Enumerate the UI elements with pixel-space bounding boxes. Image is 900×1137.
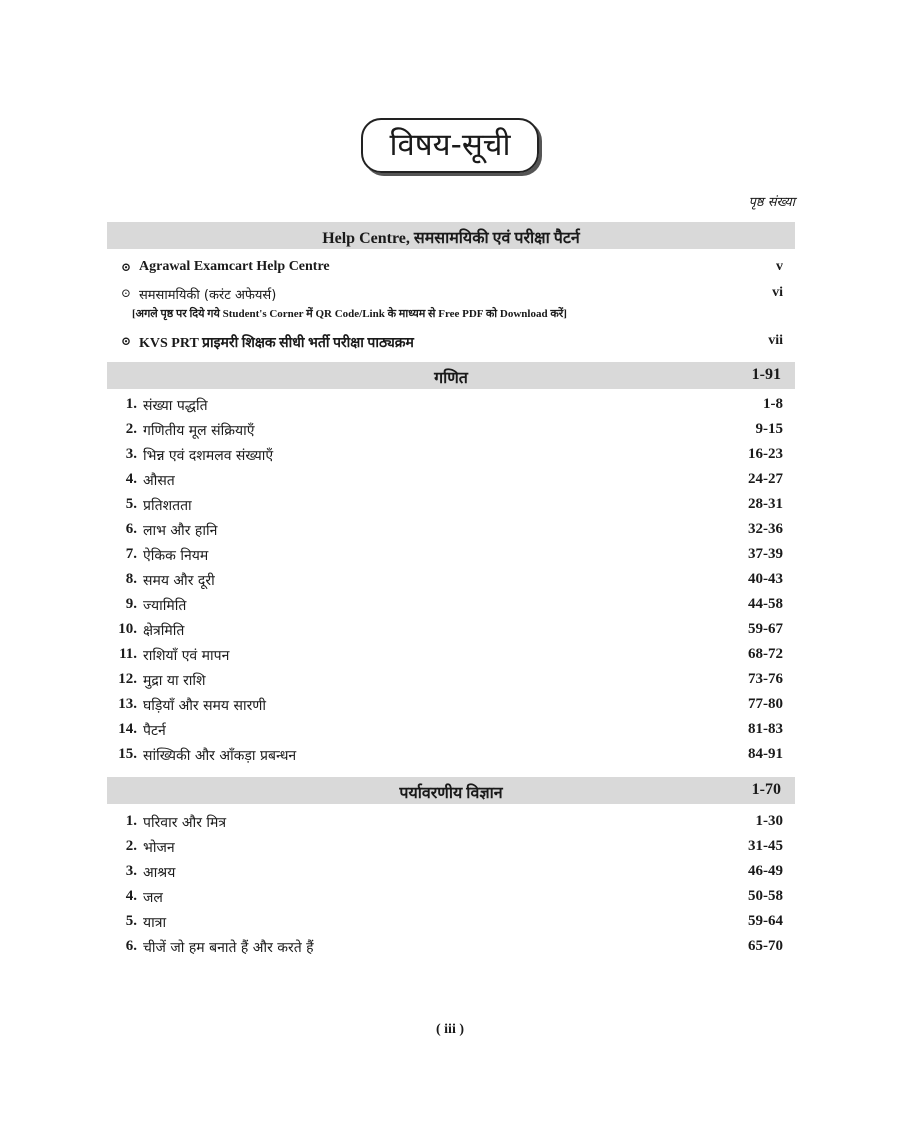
- toc-entry-pages: 59-64: [748, 913, 783, 929]
- toc-entry-pages: 1-8: [763, 396, 783, 412]
- toc-entry-pages: 37-39: [748, 546, 783, 562]
- toc-entry-pages: 28-31: [748, 496, 783, 512]
- help-item-page: vii: [768, 333, 783, 348]
- toc-entry-label: संख्या पद्धति: [143, 398, 208, 414]
- toc-entry-pages: 32-36: [748, 521, 783, 537]
- toc-entry-pages: 77-80: [748, 696, 783, 712]
- math-section-title: गणित: [434, 370, 468, 387]
- help-item-label: KVS PRT प्राइमरी शिक्षक सीधी भर्ती परीक्षा पाठ्यक्रम: [139, 336, 414, 351]
- toc-entry-number: 15.: [118, 746, 137, 762]
- toc-entry-number: 2.: [125, 838, 137, 854]
- toc-entry-label: भिन्न एवं दशमलव संख्याएँ: [143, 448, 274, 464]
- toc-entry-label: ज्यामिति: [143, 598, 187, 614]
- toc-entry-label: प्रतिशतता: [143, 498, 192, 514]
- page-footer-number: ( iii ): [436, 1022, 464, 1037]
- toc-entry-label: समय और दूरी: [143, 573, 215, 589]
- help-item-label: Agrawal Examcart Help Centre: [139, 259, 330, 274]
- evs-section-heading: [107, 777, 795, 804]
- toc-entry-number: 2.: [125, 421, 137, 437]
- toc-entry-number: 10.: [118, 621, 137, 637]
- toc-entry-label: सांख्यिकी और आँकड़ा प्रबन्धन: [143, 748, 297, 764]
- toc-entry-number: 12.: [118, 671, 137, 687]
- toc-entry-label: गणितीय मूल संक्रियाएँ: [143, 423, 255, 439]
- help-item-label: समसामयिकी (करंट अफेयर्स): [139, 288, 277, 303]
- toc-entry-number: 6.: [125, 521, 137, 537]
- toc-entry: [107, 863, 795, 885]
- toc-entry-label: क्षेत्रमिति: [143, 623, 185, 639]
- help-section-title: Help Centre, समसामयिकी एवं परीक्षा पैटर्न: [322, 230, 580, 247]
- page-title: विषय-सूची: [361, 118, 538, 173]
- toc-entry-label: औसत: [143, 473, 175, 489]
- toc-entry: [107, 671, 795, 693]
- toc-entry-pages: 65-70: [748, 938, 783, 954]
- toc-entry: [107, 646, 795, 668]
- toc-entry-pages: 68-72: [748, 646, 783, 662]
- math-section-range: 1-91: [751, 366, 781, 383]
- toc-entry-pages: 1-30: [755, 813, 783, 829]
- toc-entry: [107, 813, 795, 835]
- evs-section-range: 1-70: [751, 781, 781, 798]
- toc-entry: [107, 938, 795, 960]
- toc-entry-number: 3.: [125, 446, 137, 462]
- toc-entry-number: 9.: [125, 596, 137, 612]
- toc-entry-pages: 73-76: [748, 671, 783, 687]
- toc-entry-number: 3.: [125, 863, 137, 879]
- toc-entry-number: 11.: [119, 646, 137, 662]
- toc-entry-pages: 81-83: [748, 721, 783, 737]
- toc-entry: [107, 496, 795, 518]
- toc-entry-label: आश्रय: [143, 865, 176, 881]
- toc-entry-pages: 59-67: [748, 621, 783, 637]
- toc-entry-number: 8.: [125, 571, 137, 587]
- circled-dot-icon: ⊙: [121, 334, 132, 348]
- toc-entry: [107, 596, 795, 618]
- toc-entry-label: भोजन: [143, 840, 175, 856]
- download-note: [अगले पृष्ठ पर दिये गये Student's Corner में QR Code/Link के माध्यम से Free PDF को Download करें]: [132, 308, 567, 320]
- help-item-page: v: [776, 259, 783, 274]
- toc-entry: [107, 546, 795, 568]
- toc-entry: [107, 888, 795, 910]
- evs-section-title: पर्यावरणीय विज्ञान: [399, 785, 503, 802]
- toc-entry: [107, 471, 795, 493]
- toc-entry-number: 7.: [125, 546, 137, 562]
- help-item-page: vi: [772, 285, 783, 300]
- toc-entry-label: परिवार और मित्र: [143, 815, 227, 831]
- toc-entry-number: 6.: [125, 938, 137, 954]
- toc-entry: [107, 396, 795, 418]
- toc-entry-pages: 24-27: [748, 471, 783, 487]
- math-section-heading: [107, 362, 795, 389]
- toc-entry-number: 13.: [118, 696, 137, 712]
- toc-entry-pages: 84-91: [748, 746, 783, 762]
- toc-entry-label: राशियाँ एवं मापन: [143, 648, 230, 664]
- toc-entry-label: मुद्रा या राशि: [143, 673, 206, 689]
- toc-entry-label: लाभ और हानि: [143, 523, 218, 539]
- toc-entry-pages: 16-23: [748, 446, 783, 462]
- toc-entry: [107, 621, 795, 643]
- toc-entry: [107, 421, 795, 443]
- toc-entry-label: जल: [143, 890, 163, 906]
- toc-entry: [107, 913, 795, 935]
- toc-entry-number: 14.: [118, 721, 137, 737]
- help-section-heading: [107, 222, 795, 249]
- toc-entry-pages: 40-43: [748, 571, 783, 587]
- toc-entry-pages: 46-49: [748, 863, 783, 879]
- toc-entry-label: यात्रा: [143, 915, 167, 931]
- toc-entry: [107, 838, 795, 860]
- toc-entry-number: 4.: [125, 471, 137, 487]
- page-title-wrap: [0, 118, 900, 173]
- toc-entry-pages: 50-58: [748, 888, 783, 904]
- circled-dot-icon: ⊙: [121, 286, 132, 300]
- toc-entry-number: 5.: [125, 496, 137, 512]
- toc-entry-label: चीजें जो हम बनाते हैं और करते हैं: [143, 940, 314, 956]
- page-number-column-label: पृष्ठ संख्या: [748, 195, 795, 210]
- toc-entry-number: 1.: [125, 396, 137, 412]
- toc-entry-label: पैटर्न: [143, 723, 166, 739]
- toc-entry-number: 4.: [125, 888, 137, 904]
- toc-entry-pages: 44-58: [748, 596, 783, 612]
- toc-entry: [107, 696, 795, 718]
- toc-entry: [107, 446, 795, 468]
- toc-entry: [107, 746, 795, 768]
- toc-entry-number: 5.: [125, 913, 137, 929]
- toc-entry: [107, 521, 795, 543]
- toc-entry-number: 1.: [125, 813, 137, 829]
- toc-entry: [107, 721, 795, 743]
- circled-dot-icon: ⊙: [121, 260, 132, 274]
- toc-entry-pages: 31-45: [748, 838, 783, 854]
- toc-entry-label: घड़ियाँ और समय सारणी: [143, 698, 267, 714]
- toc-entry: [107, 571, 795, 593]
- toc-entry-pages: 9-15: [755, 421, 783, 437]
- toc-entry-label: ऐकिक नियम: [143, 548, 209, 564]
